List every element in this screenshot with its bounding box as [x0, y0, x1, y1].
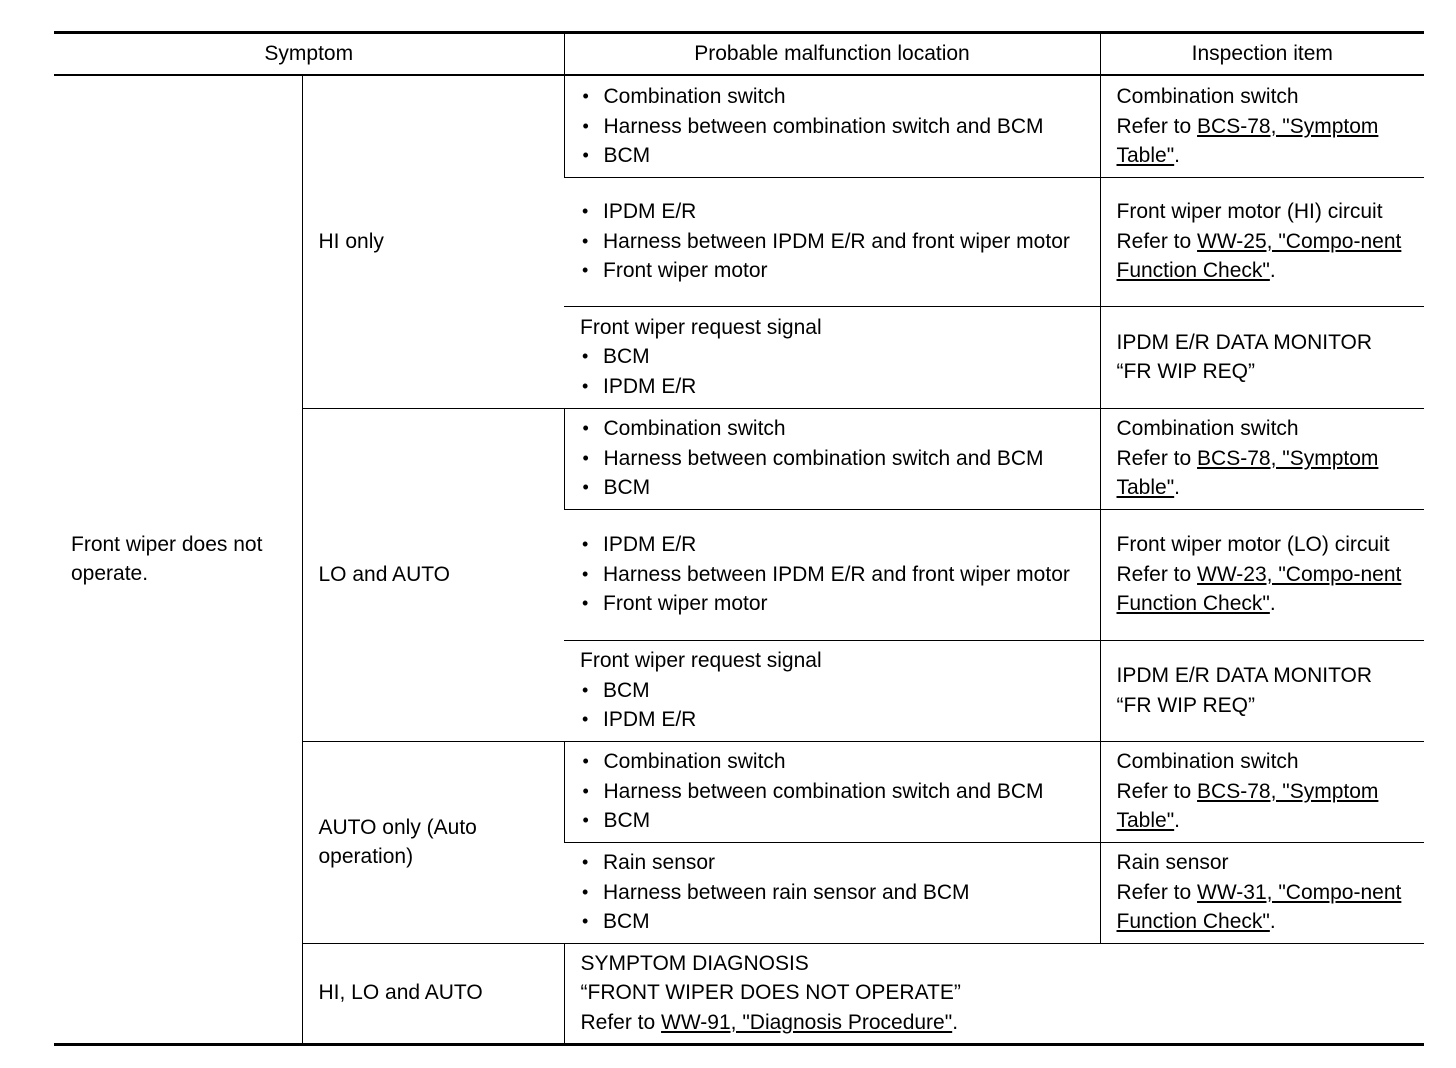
refer-suffix: .	[1174, 809, 1181, 833]
location-cell	[564, 741, 1100, 842]
location-intro: Front wiper request signal	[580, 315, 822, 339]
main-symptom: Front wiper does not operate.	[71, 532, 263, 586]
symptom-table	[54, 31, 1424, 1046]
refer-prefix: Refer to	[1116, 446, 1198, 470]
location-item: • Combination switch	[581, 747, 1094, 777]
reference-link[interactable]: WW-31, "Compo-nent Function Check"	[1116, 880, 1402, 934]
inspection-line: “FRONT WIPER DOES NOT OPERATE”	[580, 981, 961, 1005]
location-list	[581, 747, 1094, 836]
location-item: • IPDM E/R	[580, 705, 1094, 735]
header-inspection: Inspection item	[1100, 33, 1424, 76]
location-list	[581, 414, 1094, 503]
location-list	[580, 342, 1094, 401]
location-item: • Combination switch	[581, 82, 1094, 112]
inspection-line: “FR WIP REQ”	[1116, 360, 1255, 383]
refer-prefix: Refer to	[1116, 114, 1198, 138]
location-list	[580, 848, 1094, 937]
reference-link[interactable]: BCS-78, "Symptom Table"	[1116, 779, 1379, 833]
table-header-row	[54, 33, 1424, 76]
table-row	[54, 75, 1424, 177]
location-item: • BCM	[581, 806, 1094, 836]
sub-symptom-cell	[302, 75, 564, 408]
inspection-line: IPDM E/R DATA MONITOR	[1116, 330, 1373, 354]
inspection-line: “FR WIP REQ”	[1116, 693, 1255, 717]
refer-prefix: Refer to	[580, 1010, 662, 1034]
location-item: • BCM	[580, 342, 1094, 372]
location-item: • BCM	[580, 676, 1094, 706]
location-item: • Harness between combination switch and BCM	[581, 444, 1094, 474]
inspection-cell	[1100, 741, 1424, 842]
inspection-line: Combination switch	[1116, 85, 1299, 108]
location-item: • BCM	[581, 141, 1094, 171]
reference-link[interactable]: WW-23, "Compo-nent Function Check"	[1116, 562, 1402, 616]
location-item: • Front wiper motor	[580, 256, 1094, 286]
location-intro: Front wiper request signal	[580, 649, 822, 673]
location-cell	[564, 509, 1100, 640]
reference-link[interactable]: BCS-78, "Symptom Table"	[1116, 446, 1379, 500]
location-item: • Front wiper motor	[580, 589, 1094, 619]
sub-symptom-label: LO and AUTO	[318, 562, 451, 586]
refer-suffix: .	[1269, 259, 1276, 283]
inspection-reference	[581, 1008, 1419, 1038]
refer-prefix: Refer to	[1116, 229, 1198, 253]
refer-suffix: .	[1174, 476, 1181, 500]
sub-symptom-cell	[302, 408, 564, 741]
inspection-line: Front wiper motor (LO) circuit	[1116, 533, 1390, 557]
location-list	[580, 676, 1094, 735]
location-list	[581, 82, 1094, 171]
inspection-cell	[1100, 509, 1424, 640]
sub-symptom-label: AUTO only (Auto operation)	[318, 815, 477, 868]
inspection-reference	[1117, 560, 1419, 619]
reference-link[interactable]: WW-91, "Diagnosis Procedure"	[661, 1010, 953, 1034]
header-location: Probable malfunction location	[564, 33, 1100, 76]
location-item: • Harness between IPDM E/R and front wiper motor	[580, 560, 1094, 590]
inspection-reference	[1117, 777, 1419, 836]
refer-suffix: .	[1269, 910, 1276, 934]
location-list	[580, 530, 1094, 619]
inspection-cell	[1100, 75, 1424, 177]
location-item: • IPDM E/R	[580, 372, 1094, 402]
inspection-reference	[1117, 444, 1419, 503]
reference-link[interactable]: WW-25, "Compo-nent Function Check"	[1116, 229, 1402, 283]
refer-suffix: .	[1174, 144, 1181, 167]
location-item: • BCM	[580, 907, 1094, 937]
location-item: • Rain sensor	[580, 848, 1094, 878]
inspection-line: Combination switch	[1116, 417, 1299, 441]
location-item: • Combination switch	[581, 414, 1094, 444]
location-cell	[564, 177, 1100, 306]
location-item: • Harness between combination switch and BCM	[581, 112, 1094, 142]
location-item: • Harness between IPDM E/R and front wiper motor	[580, 227, 1094, 257]
sub-symptom-label: HI only	[318, 230, 384, 253]
location-item: • IPDM E/R	[580, 530, 1094, 560]
location-item: • Harness between combination switch and BCM	[581, 777, 1094, 807]
combined-inspection-cell	[564, 943, 1424, 1044]
inspection-line: Rain sensor	[1116, 851, 1229, 875]
refer-prefix: Refer to	[1116, 880, 1198, 904]
refer-prefix: Refer to	[1116, 562, 1198, 586]
inspection-cell	[1100, 408, 1424, 509]
header-symptom: Symptom	[264, 42, 354, 66]
inspection-cell	[1100, 640, 1424, 741]
sub-symptom-cell	[302, 741, 564, 943]
inspection-cell	[1100, 306, 1424, 408]
refer-suffix: .	[952, 1010, 959, 1034]
main-symptom-cell	[54, 75, 302, 1044]
location-cell	[564, 408, 1100, 509]
location-cell	[564, 842, 1100, 943]
inspection-line: SYMPTOM DIAGNOSIS	[580, 951, 809, 975]
sub-symptom-label: HI, LO and AUTO	[318, 981, 483, 1005]
location-item: • Harness between rain sensor and BCM	[580, 878, 1094, 908]
inspection-reference	[1117, 227, 1419, 286]
reference-link[interactable]: BCS-78, "Symptom Table"	[1116, 114, 1379, 167]
inspection-line: Front wiper motor (HI) circuit	[1116, 200, 1383, 224]
location-cell	[564, 640, 1100, 741]
location-cell	[564, 306, 1100, 408]
inspection-line: IPDM E/R DATA MONITOR	[1116, 664, 1373, 687]
refer-suffix: .	[1269, 592, 1276, 616]
refer-prefix: Refer to	[1116, 779, 1198, 803]
inspection-cell	[1100, 842, 1424, 943]
sub-symptom-cell	[302, 943, 564, 1044]
inspection-reference	[1117, 878, 1419, 937]
inspection-cell	[1100, 177, 1424, 306]
location-item: • BCM	[581, 473, 1094, 503]
inspection-reference	[1117, 112, 1419, 171]
location-list	[580, 197, 1094, 286]
location-cell	[564, 75, 1100, 177]
location-item: • IPDM E/R	[580, 197, 1094, 227]
inspection-line: Combination switch	[1116, 750, 1299, 774]
